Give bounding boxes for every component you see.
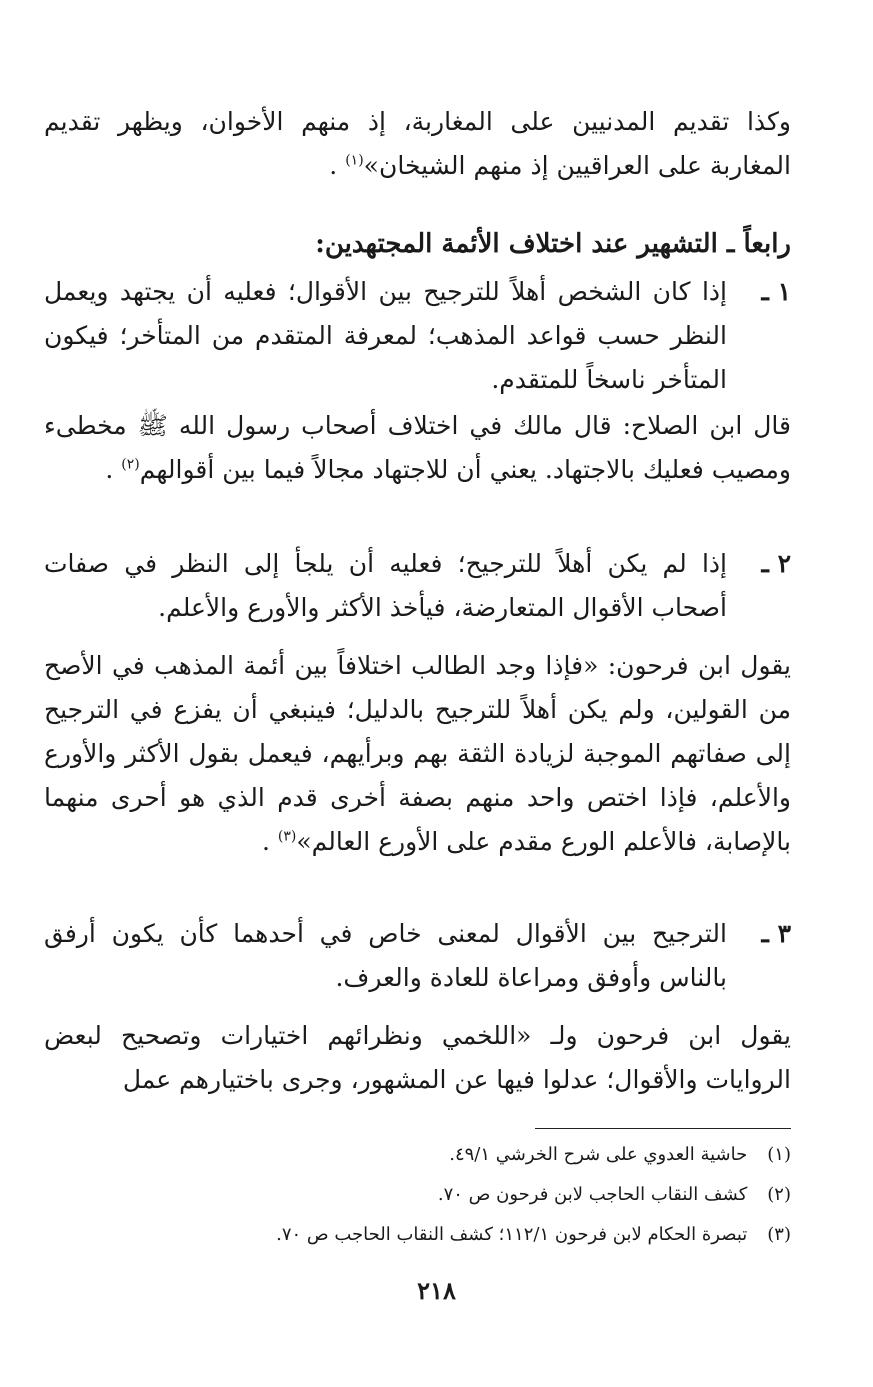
page-number: ٢١٨ [417, 1276, 456, 1305]
footnote-text-3: تبصرة الحكام لابن فرحون ١١٢/١؛ كشف النقاب الحاجب ص ٧٠. [276, 1224, 748, 1245]
intro-end: . [329, 151, 338, 180]
quote2-text: يقول ابن فرحون: «فإذا وجد الطالب اختلافاً بين أئمة المذهب في الأصح من القولين، ولم يكن أهلاً للترجيح بالدليل؛ فينبغي أن يفزع في الترجيح إلى صفاتهم الموجبة لزيادة الثقة بهم وبرأيهم، فيعمل بقول الأكثر والأورع والأعلم، فإذا اختص واحد منهم بصفة أخرى قدم الذي هو أحرى منهما بالإصابة، فالأعلم الورع مقدم على الأورع العالم» [44, 651, 792, 856]
footnote-ref-3: (٣) [277, 828, 297, 845]
footnote-1 [44, 1140, 791, 1170]
footnote-ref-1: (١) [345, 152, 364, 169]
footnote-2 [44, 1180, 791, 1210]
footnote-text-1: حاشية العدوي على شرح الخرشي ٤٩/١. [449, 1144, 748, 1165]
quote-paragraph-1 [44, 404, 791, 492]
quote1-end: . [105, 455, 114, 484]
item-number-1: ١ ـ [761, 277, 791, 306]
footnote-number-1: (١) [767, 1144, 791, 1165]
quote2-end: . [261, 827, 270, 856]
quote-paragraph-3: يقول ابن فرحون ولـ «اللخمي ونظرائهم اختيارات وتصحيح لبعض الروايات والأقوال؛ عدلوا فيها عن المشهور، وجرى باختيارهم عمل [44, 1021, 791, 1094]
item-number-3: ٣ ـ [761, 919, 791, 948]
item-text-1: إذا كان الشخص أهلاً للترجيح بين الأقوال؛ فعليه أن يجتهد ويعمل النظر حسب قواعد المذهب؛ لمعرفة المتقدم من المتأخر؛ فيكون المتأخر ناسخاً للمتقدم. [44, 277, 727, 394]
footnote-number-2: (٢) [767, 1184, 791, 1205]
footnote-number-3: (٣) [767, 1224, 791, 1245]
item-number-2: ٢ ـ [761, 549, 791, 578]
footnote-text-2: كشف النقاب الحاجب لابن فرحون ص ٧٠. [437, 1184, 748, 1205]
section-heading: رابعاً ـ التشهير عند اختلاف الأئمة المجتهدين: [315, 229, 791, 259]
quote1-text: قال ابن الصلاح: قال مالك في اختلاف أصحاب رسول الله ﷺ مخطىء ومصيب فعليك بالاجتهاد. يعني أن للاجتهاد مجالاً فيما بين أقوالهم [44, 411, 791, 484]
footnote-3 [44, 1220, 791, 1250]
footnote-separator [535, 1128, 791, 1129]
item-text-2: إذا لم يكن أهلاً للترجيح؛ فعليه أن يلجأ إلى النظر في صفات أصحاب الأقوال المتعارضة، فيأخذ الأكثر والأورع والأعلم. [44, 549, 727, 622]
quote-paragraph-2 [44, 644, 791, 864]
intro-paragraph [44, 100, 791, 188]
intro-text: وكذا تقديم المدنيين على المغاربة، إذ منهم الأخوان، ويظهر تقديم المغاربة على العراقيين إذ منهم الشيخان» [44, 107, 791, 180]
footnote-ref-2: (٢) [121, 456, 140, 473]
item-text-3: الترجيح بين الأقوال لمعنى خاص في أحدهما كأن يكون أرفق بالناس وأوفق ومراعاة للعادة والعرف. [44, 919, 727, 992]
